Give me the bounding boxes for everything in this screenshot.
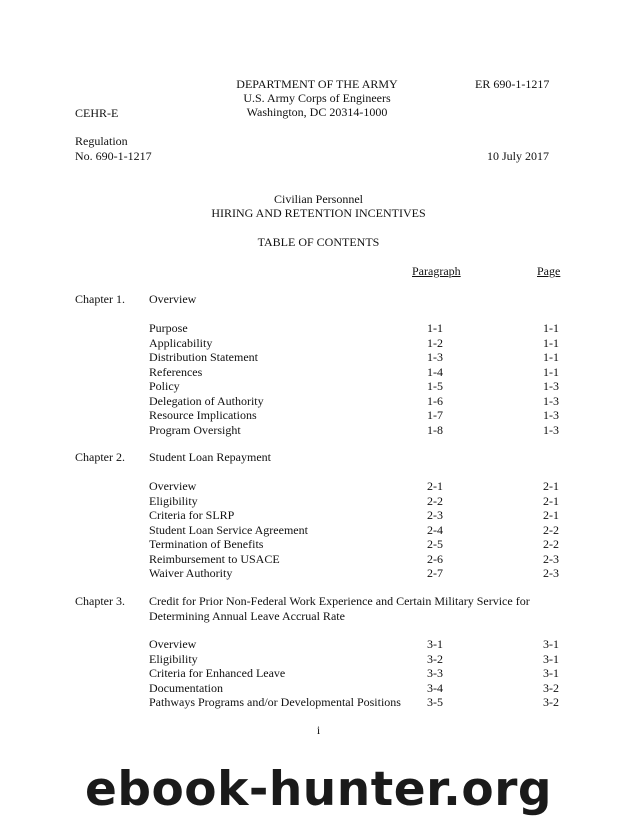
toc-entry-page: 1-1 xyxy=(543,350,559,364)
er-number: ER 690-1-1217 xyxy=(475,77,550,91)
toc-entry-paragraph: 2-5 xyxy=(427,537,443,551)
toc-entry-title: Delegation of Authority xyxy=(149,393,264,408)
toc-entry-title: Reimbursement to USACE xyxy=(149,551,280,566)
toc-entry-title: Eligibility xyxy=(149,493,198,508)
toc-entry-page: 2-1 xyxy=(543,479,559,493)
toc-entry[interactable] xyxy=(0,321,637,336)
toc-entry-paragraph: 1-3 xyxy=(427,350,443,364)
toc-entry-paragraph: 2-1 xyxy=(427,479,443,493)
toc-entry-paragraph: 1-8 xyxy=(427,422,443,437)
regulation-label: Regulation xyxy=(75,134,128,148)
toc-entry-title: References xyxy=(149,364,203,379)
chapter-label: Chapter 1. xyxy=(75,292,125,306)
chapter-title: Student Loan Repayment xyxy=(149,450,271,464)
toc-entry[interactable] xyxy=(0,350,637,365)
page-column-header: Page xyxy=(537,264,561,278)
toc-entry-title: Termination of Benefits xyxy=(149,537,264,551)
toc-entry-page: 3-1 xyxy=(543,651,559,666)
chapter-heading xyxy=(0,450,637,465)
toc-entry-title: Program Oversight xyxy=(149,422,241,437)
toc-entry-page: 1-3 xyxy=(543,422,559,437)
toc-entry-page: 1-1 xyxy=(543,321,559,335)
toc-entry-title: Waiver Authority xyxy=(149,566,233,580)
toc-entry-paragraph: 1-1 xyxy=(427,321,443,335)
toc-entry[interactable] xyxy=(0,336,637,351)
toc-entry-paragraph: 1-6 xyxy=(427,393,443,408)
toc-entry-paragraph: 1-7 xyxy=(427,408,443,422)
toc-entry-paragraph: 1-4 xyxy=(427,364,443,379)
toc-entry-paragraph: 2-3 xyxy=(427,508,443,522)
toc-entry[interactable] xyxy=(0,681,637,696)
toc-entry-title: Eligibility xyxy=(149,651,198,666)
chapter-title: Credit for Prior Non-Federal Work Experience and Certain Military Service for xyxy=(149,594,530,608)
toc-entry-paragraph: 2-4 xyxy=(427,522,443,537)
toc-entry-page: 1-1 xyxy=(543,364,559,379)
toc-entry-page: 1-1 xyxy=(543,335,559,350)
toc-entry-paragraph: 3-1 xyxy=(427,637,443,651)
toc-entry-paragraph: 1-2 xyxy=(427,335,443,350)
toc-entry-page: 3-2 xyxy=(543,680,559,695)
toc-entry-page: 1-3 xyxy=(543,379,559,393)
toc-entry-paragraph: 3-5 xyxy=(427,695,443,709)
toc-entry-page: 2-2 xyxy=(543,537,559,551)
paragraph-column-header: Paragraph xyxy=(412,264,461,278)
chapter-title: Overview xyxy=(149,292,197,306)
toc-entry[interactable] xyxy=(0,666,637,681)
chapter-label: Chapter 3. xyxy=(75,594,125,608)
toc-entry-paragraph: 3-3 xyxy=(427,666,443,680)
toc-entry[interactable] xyxy=(0,652,637,667)
toc-entry[interactable] xyxy=(0,365,637,380)
toc-entry[interactable] xyxy=(0,537,637,552)
toc-entry[interactable] xyxy=(0,523,637,538)
page-number: i xyxy=(316,723,321,737)
toc-entry[interactable] xyxy=(0,552,637,567)
toc-entry-title: Overview xyxy=(149,637,197,651)
corps-name: U.S. Army Corps of Engineers xyxy=(243,91,391,105)
toc-entry[interactable] xyxy=(0,637,637,652)
toc-entry-title: Criteria for Enhanced Leave xyxy=(149,666,286,680)
toc-entry-page: 3-1 xyxy=(543,637,559,651)
chapter-title-continued xyxy=(0,609,637,624)
toc-entry[interactable] xyxy=(0,394,637,409)
watermark-text: ebook-hunter.org xyxy=(84,762,553,817)
toc-entry[interactable] xyxy=(0,494,637,509)
toc-entry-page: 3-1 xyxy=(543,666,559,680)
toc-entry-paragraph: 1-5 xyxy=(427,379,443,393)
address: Washington, DC 20314-1000 xyxy=(246,105,388,119)
chapter-heading xyxy=(0,594,637,609)
toc-entry-title: Student Loan Service Agreement xyxy=(149,522,308,537)
toc-entry[interactable] xyxy=(0,695,637,710)
toc-entry-page: 2-2 xyxy=(543,522,559,537)
toc-entry-page: 2-1 xyxy=(543,508,559,522)
chapter-heading xyxy=(0,292,637,307)
toc-entry-paragraph: 2-2 xyxy=(427,493,443,508)
department-name: DEPARTMENT OF THE ARMY xyxy=(236,77,398,91)
toc-entry-paragraph: 2-6 xyxy=(427,551,443,566)
toc-heading: TABLE OF CONTENTS xyxy=(257,235,380,249)
document-title: HIRING AND RETENTION INCENTIVES xyxy=(211,206,426,220)
toc-entry-title: Purpose xyxy=(149,321,188,335)
toc-entry-title: Distribution Statement xyxy=(149,350,258,364)
regulation-date: 10 July 2017 xyxy=(487,149,550,163)
toc-entry-page: 3-2 xyxy=(543,695,559,709)
toc-entry[interactable] xyxy=(0,479,637,494)
toc-entry-title: Pathways Programs and/or Developmental Positions xyxy=(149,695,401,709)
toc-entry-paragraph: 2-7 xyxy=(427,566,443,580)
chapter-label: Chapter 2. xyxy=(75,450,125,464)
toc-entry-page: 1-3 xyxy=(543,393,559,408)
toc-entry-title: Applicability xyxy=(149,335,213,350)
toc-entry-title: Overview xyxy=(149,479,197,493)
toc-entry-page: 2-3 xyxy=(543,566,559,580)
toc-entry-paragraph: 3-4 xyxy=(427,680,443,695)
toc-entry-title: Policy xyxy=(149,379,180,393)
regulation-number: No. 690-1-1217 xyxy=(75,149,152,163)
toc-entry[interactable] xyxy=(0,379,637,394)
toc-entry-page: 1-3 xyxy=(543,408,559,422)
toc-entry[interactable] xyxy=(0,423,637,438)
toc-entry-title: Resource Implications xyxy=(149,408,257,422)
toc-entry[interactable] xyxy=(0,508,637,523)
toc-entry[interactable] xyxy=(0,408,637,423)
toc-entry-title: Documentation xyxy=(149,680,223,695)
subject-line: Civilian Personnel xyxy=(274,192,363,206)
toc-entry-page: 2-1 xyxy=(543,493,559,508)
toc-entry[interactable] xyxy=(0,566,637,581)
toc-entry-page: 2-3 xyxy=(543,551,559,566)
toc-entry-title: Criteria for SLRP xyxy=(149,508,235,522)
toc-entry-paragraph: 3-2 xyxy=(427,651,443,666)
office-symbol: CEHR-E xyxy=(75,106,119,120)
chapter-title-line2: Determining Annual Leave Accrual Rate xyxy=(149,609,345,623)
